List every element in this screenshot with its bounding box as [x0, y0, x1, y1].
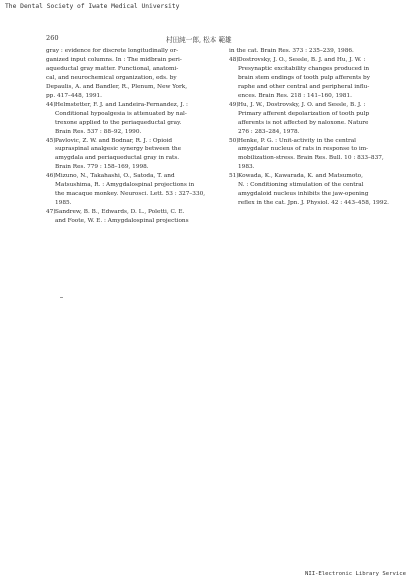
- reference-entry: [46, 208, 209, 226]
- reference-line: 1983.: [238, 164, 255, 171]
- reference-line: cal, and neurochemical organization, eds. by: [46, 74, 177, 81]
- reference-line: Sandrew, B. B., Edwards, D. L., Poletti, C. E.: [55, 209, 185, 216]
- society-header: The Dental Society of Iwate Medical University: [5, 3, 180, 10]
- reference-line: Helmstetter, F. J. and Landeira-Fernandez, J. :: [55, 101, 188, 108]
- reference-line: Dostrovsky, J. O., Sessle, B. J. and Hu, J. W. :: [238, 56, 366, 63]
- page-number: 260: [46, 34, 59, 42]
- reference-line: afferents is not affected by naloxone. Nature: [238, 119, 369, 126]
- reference-line: Mizuno, N., Takahashi, O., Satoda, T. and: [55, 173, 175, 180]
- reference-number: 49): [229, 101, 239, 108]
- reference-line: ganized input columns. In : The midbrain peri-: [46, 56, 182, 63]
- reference-line: amygdala and periaqueductal gray in rats.: [55, 155, 180, 162]
- reference-entry: [229, 137, 389, 173]
- reference-line: aqueductal gray matter. Functional, anatomi-: [46, 65, 179, 72]
- reference-line: the macaque monkey. Neurosci. Lett. 53 : 327–330,: [55, 191, 206, 198]
- reference-line: Matsushima, R. : Amygdalospinal projections in: [55, 182, 195, 189]
- reference-entry: [229, 56, 389, 101]
- reference-line: ences. Brain Res. 218 : 141–160, 1981.: [238, 92, 352, 99]
- reference-entry: [46, 47, 209, 101]
- reference-line: Presynaptic excitability changes produced in: [238, 65, 370, 72]
- reference-line: brain stem endings of tooth pulp afferents by: [238, 74, 370, 81]
- reference-number: 48): [229, 56, 239, 63]
- running-title: 村田純一郎, 松本 範雄: [166, 36, 232, 44]
- reference-number: 50): [229, 137, 239, 144]
- reference-entry: [229, 172, 389, 208]
- reference-number: 47): [46, 209, 56, 216]
- reference-line: in the cat. Brain Res. 373 : 235–239, 1986.: [229, 48, 354, 54]
- reference-line: amygdaloid nucleus inhibits the jaw-opening: [238, 191, 369, 198]
- reference-line: amygdalar nucleus of rats in response to im-: [238, 146, 369, 153]
- reference-line: N. : Conditioning stimulation of the central: [238, 182, 364, 189]
- reference-line: 1985.: [55, 200, 72, 207]
- reference-line: mobilization-stress. Brain Res. Bull. 10 : 833–837,: [238, 155, 384, 162]
- reference-entry: [46, 172, 209, 208]
- reference-line: gray : evidence for discrete longitudinally or-: [46, 48, 179, 54]
- reference-line: Depaulis, A. and Bandler, R., Plenum, New York,: [46, 83, 188, 90]
- reference-line: reflex in the cat. Jpn. J. Physiol. 42 : 443–458, 1992.: [238, 200, 389, 207]
- reference-line: supraspinal analgesic synergy between the: [55, 146, 181, 153]
- reference-line: Pavlovic, Z. W. and Bodnar, R. J. : Opioid: [55, 137, 173, 144]
- reference-entry: [229, 47, 389, 56]
- reference-number: 51): [229, 173, 239, 180]
- nii-footer: NII-Electronic Library Service: [304, 571, 406, 577]
- reference-line: Kowada, K., Kawarada, K. and Matsumoto,: [238, 173, 363, 180]
- reference-number: 46): [46, 173, 56, 180]
- reference-line: Brain Res. 779 : 158–169, 1998.: [55, 164, 149, 171]
- left-reference-column: [46, 47, 209, 226]
- reference-entry: [46, 101, 209, 137]
- reference-line: pp. 417–448, 1991.: [46, 92, 102, 99]
- reference-line: Henke, P. G. : Unit-activity in the central: [238, 137, 357, 144]
- scan-speck: [60, 297, 63, 298]
- reference-line: 276 : 283–284, 1978.: [238, 128, 300, 135]
- reference-number: 45): [46, 137, 56, 144]
- reference-number: 44): [46, 101, 56, 108]
- reference-line: Primary afferent depolarization of tooth pulp: [238, 110, 370, 117]
- reference-entry: [46, 137, 209, 173]
- reference-line: Brain Res. 537 : 88–92, 1990.: [55, 128, 142, 135]
- reference-line: trexone applied to the periaqueductal gray.: [55, 119, 182, 126]
- reference-line: Conditional hypoalgesia is attenuated by nal-: [55, 110, 187, 117]
- right-reference-column: [229, 47, 389, 208]
- reference-line: Hu, J. W., Dostrovsky, J. O. and Sessle, B. J. :: [238, 101, 366, 108]
- reference-line: raphe and other central and peripheral influ-: [238, 83, 370, 90]
- reference-line: and Foote, W. E. : Amygdalospinal projections: [55, 218, 189, 225]
- reference-entry: [229, 101, 389, 137]
